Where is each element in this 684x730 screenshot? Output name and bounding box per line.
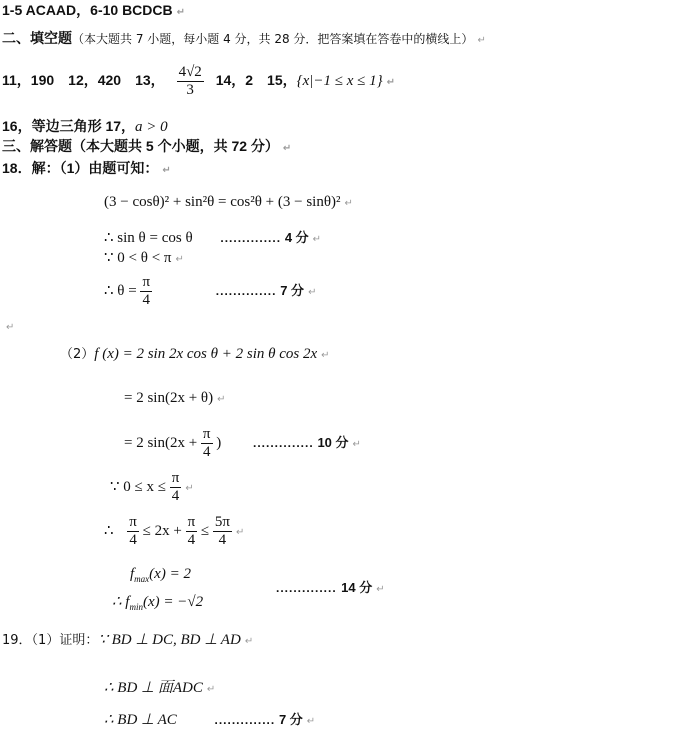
bd-perp-ac: ∴ BD ⊥ AC .............. 7 分 ↵ [104, 712, 316, 728]
equation-simplified: = 2 sin(2x + θ) ↵ [124, 390, 226, 406]
bd-perp-plane: ∴ BD ⊥ 面ADC ↵ [104, 680, 216, 696]
section-fill-in-heading: 二、填空题（本大题共 7 小题，每小题 4 分，共 28 分．把答案填在答卷中的横线上） ↵ [2, 30, 486, 46]
equation-sin-eq-cos: ∴ sin θ = cos θ .............. 4 分 ↵ [104, 230, 322, 246]
section-solutions-heading: 三、解答题（本大题共 5 个小题，共 72 分） ↵ [2, 138, 292, 154]
result-theta: ∴ θ = $\frac{\pi}{4}$ .............. 7 分 ↵ [104, 274, 317, 308]
answers-1-10: 1-5 ACAAD，6-10 BCDCB ↵ [2, 2, 186, 18]
inequality-2x-range: ∴ $\frac{\pi}{4}$ ≤ 2x + $\frac{\pi}{4}$ ≤ $\frac{5\pi}{4}$ ↵ [104, 514, 245, 548]
score-7: 7 分 [280, 282, 305, 298]
blank-mark-line: ↵ [6, 322, 15, 333]
f-max-value: $f_{max}(x) = 2$ [130, 566, 191, 584]
fraction-13: $\frac{4√2}{3}$ [178, 64, 202, 98]
score-7b: 7 分 [278, 712, 303, 727]
equation-18-1: (3 − cosθ)² + sin²θ = cos²θ + (3 − sinθ)² ↵ [104, 194, 353, 210]
score-14: 14 分 [341, 580, 373, 595]
score-14-row: .............. 14 分 ↵ [276, 580, 385, 595]
equation-18-2: （2）f (x) = 2 sin 2x cos θ + 2 sin θ cos 2x ↵ [60, 346, 330, 362]
answers-16-17: 16，等边三角形 17，a > 0 [2, 118, 168, 135]
equation-substituted: = 2 sin(2x + $\frac{\pi}{4}$ ) .............. 10 分 ↵ [124, 426, 361, 460]
condition-x-range: ∵ 0 ≤ x ≤ $\frac{\pi}{4}$ ↵ [110, 470, 194, 504]
paragraph-mark: ↵ [176, 7, 186, 18]
problem-18-intro: 18．解：（1）由题可知： ↵ [2, 160, 171, 176]
f-min-value: ∴ $f_{min}(x) = -√2$ [112, 594, 204, 612]
answers-11-15: 11，190 12，420 13， $\frac{4√2}{3}$ 14，2 15，{x|−1 ≤ x ≤ 1} ↵ [2, 64, 396, 98]
problem-19-proof: 19．（1）证明：∵ BD ⊥ DC, BD ⊥ AD ↵ [2, 632, 254, 648]
score-4: 4 分 [284, 230, 309, 245]
score-10: 10 分 [317, 434, 349, 450]
condition-theta-range: ∵ 0 < θ < π ↵ [104, 250, 184, 266]
